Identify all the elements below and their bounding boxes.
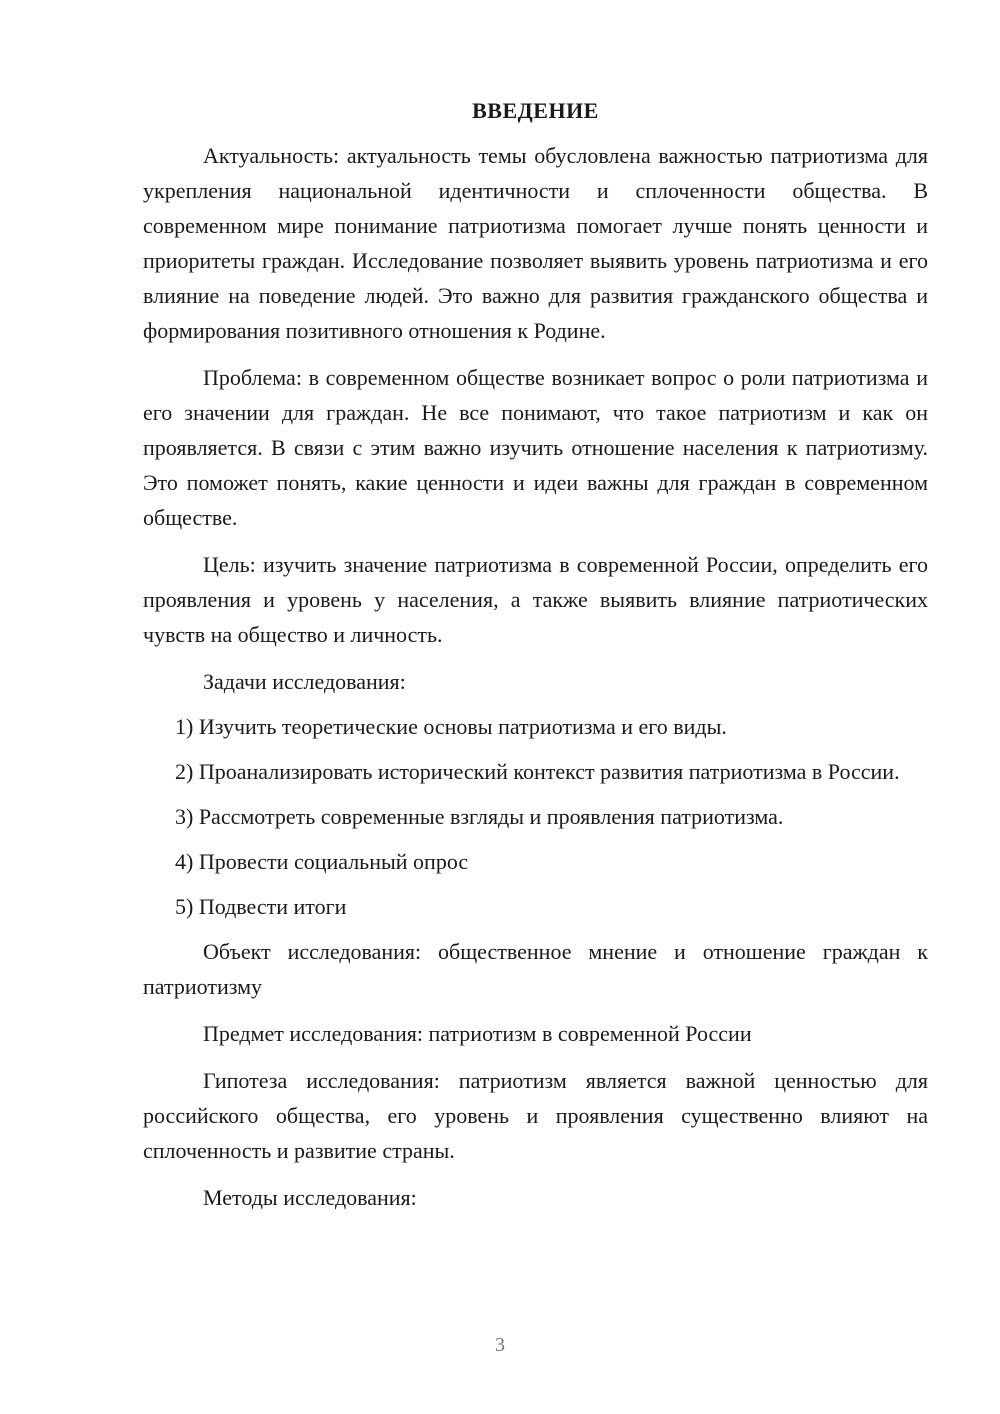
document-page: [143, 96, 928, 1225]
paragraph-object: Объект исследования: общественное мнение и отношение граждан к патриотизму: [143, 939, 928, 999]
task-item-5: 5) Подвести итоги: [175, 894, 347, 919]
paragraph-hypothesis: Гипотеза исследования: патриотизм является важной ценностью для российского общества, его уровень и проявления существенно влияют на сплоченность и развитие страны.: [143, 1068, 928, 1163]
paragraph-problem: Проблема: в современном обществе возникает вопрос о роли патриотизма и его значении для граждан. Не все понимают, что такое патриотизм и как он проявляется. В связи с этим важно изучить отношение населения к патриотизму. Это поможет понять, какие ценности и идеи важны для граждан в современном обществе.: [143, 365, 928, 530]
task-item-4: 4) Провести социальный опрос: [175, 849, 469, 874]
section-title: ВВЕДЕНИЕ: [472, 98, 599, 123]
task-item-3: 3) Рассмотреть современные взгляды и проявления патриотизма.: [175, 804, 784, 829]
methods-heading: Методы исследования:: [203, 1185, 417, 1210]
paragraph-subject: Предмет исследования: патриотизм в современной России: [203, 1021, 752, 1046]
page-number: 3: [495, 1334, 505, 1356]
task-item-2: 2) Проанализировать исторический контекст развития патриотизма в России.: [175, 759, 900, 784]
task-item-1: 1) Изучить теоретические основы патриотизма и его виды.: [175, 714, 727, 739]
tasks-heading: Задачи исследования:: [203, 669, 406, 694]
paragraph-relevance: Актуальность: актуальность темы обусловлена важностью патриотизма для укрепления национальной идентичности и сплоченности общества. В современном мире понимание патриотизма помогает лучше понять ценности и приоритеты граждан. Исследование позволяет выявить уровень патриотизма и его влияние на поведение людей. Это важно для развития гражданского общества и формирования позитивного отношения к Родине.: [143, 143, 928, 343]
paragraph-goal: Цель: изучить значение патриотизма в современной России, определить его проявления и уровень у населения, а также выявить влияние патриотических чувств на общество и личность.: [143, 552, 928, 647]
